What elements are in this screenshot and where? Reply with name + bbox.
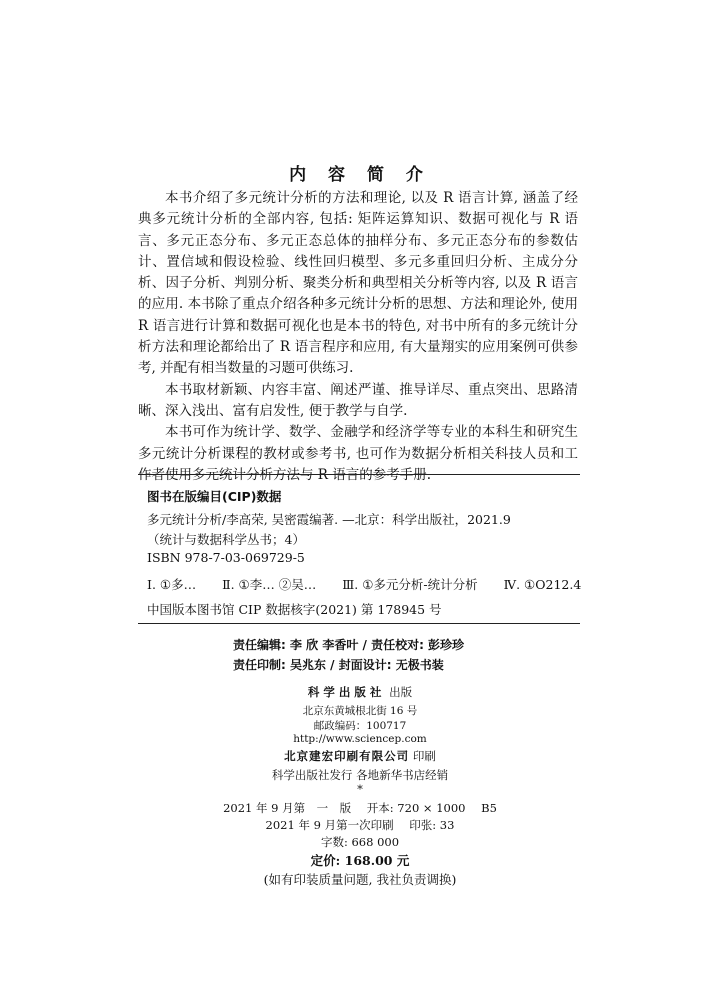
editors-line-2: 责任印制: 吴兆东 / 封面设计: 无极书装 (233, 658, 444, 672)
quality-note: (如有印装质量问题, 我社负责调换) (263, 872, 457, 887)
separator-star: * (357, 782, 363, 796)
edition-text: 2021 年 9 月第 一 版 (223, 801, 352, 815)
price-line (0, 851, 720, 869)
sheets-text: 印张: 33 (409, 818, 455, 832)
cip-class-2: Ⅱ. ①李… ②吴… (222, 577, 317, 592)
price-label: 定价: (310, 853, 341, 868)
editors-line-1: 责任编辑: 李 欣 李香叶 / 责任校对: 彭珍珍 (233, 638, 465, 652)
publisher-suffix: 出版 (389, 685, 413, 699)
intro-paragraph-3: 本书可作为统计学、数学、金融学和经济学等专业的本科生和研究生多元统计分析课程的教材或参考书, 也可作为数据分析相关科技人员和工作者使用多元统计分析方法与 R 语言的参考手册. (138, 424, 578, 483)
printer-name: 北京建宏印刷有限公司 (284, 749, 410, 763)
cip-catalog-line: 多元统计分析/李高荣, 吴密霞编著. —北京：科学出版社，2021.9 (147, 512, 511, 527)
price-value: 168.00 元 (344, 853, 410, 868)
cip-isbn: ISBN 978-7-03-069729-5 (147, 550, 305, 565)
publisher-url: http://www.sciencep.com (293, 733, 427, 745)
size-text: B5 (481, 801, 497, 815)
cip-series-line: （统计与数据科学丛书；4） (147, 532, 305, 547)
intro-section (138, 188, 578, 486)
divider-bottom (138, 623, 580, 624)
cip-class-4: Ⅳ. ①O212.4 (503, 577, 582, 592)
print-text: 2021 年 9 月第一次印刷 (265, 818, 394, 832)
publisher-address: 北京东黄城根北街 16 号 (302, 705, 418, 717)
cip-class-3: Ⅲ. ①多元分析-统计分析 (342, 577, 478, 592)
cip-class-1: Ⅰ. ①多… (147, 577, 197, 592)
edition-line (0, 800, 720, 816)
publisher-postcode: 邮政编码：100717 (313, 720, 407, 732)
publisher-line (0, 684, 720, 700)
intro-paragraph-2: 本书取材新颖、内容丰富、阐述严谨、推导详尽、重点突出、思路清晰、深入浅出、富有启发性, 便于教学与自学. (138, 381, 578, 419)
print-line (0, 817, 720, 833)
format-text: 开本: 720 × 1000 (366, 801, 466, 815)
cip-classification (147, 575, 581, 593)
printer-suffix: 印刷 (412, 749, 436, 763)
printer-line (0, 748, 720, 764)
divider-top (138, 474, 580, 475)
page-title: 内 容 简 介 (289, 165, 431, 185)
intro-paragraph-1: 本书介绍了多元统计分析的方法和理论, 以及 R 语言计算, 涵盖了经典多元统计分析的全部内容, 包括: 矩阵运算知识、数据可视化与 R 语言、多元正态分布、多元正态总体的抽样分布、多元正态分布的参数估计、置信域和假设检验、线性回归模型、多元多重回归分析、主成分分析、因子分析、判别分析、聚类分析和典型相关分析等内容, 以及 R 语言的应用. 本书除了重点介绍各种多元统计分析的思想、方法和理论外, 使用 R 语言进行计算和数据可视化也是本书的特色, 对书中所有的多元统计分析方法和理论都给出了 R 语言程序和应用, 有大量翔实的应用案例可供参考, 并配有相当数量的习题可供练习. (138, 190, 578, 377)
publisher-name: 科学出版社 (307, 685, 386, 699)
cip-record: 中国版本图书馆 CIP 数据核字(2021) 第 178945 号 (147, 602, 442, 617)
cip-title: 图书在版编目(CIP)数据 (147, 489, 282, 504)
word-count: 字数: 668 000 (320, 835, 400, 849)
distribution-line: 科学出版社发行 各地新华书店经销 (271, 768, 449, 782)
